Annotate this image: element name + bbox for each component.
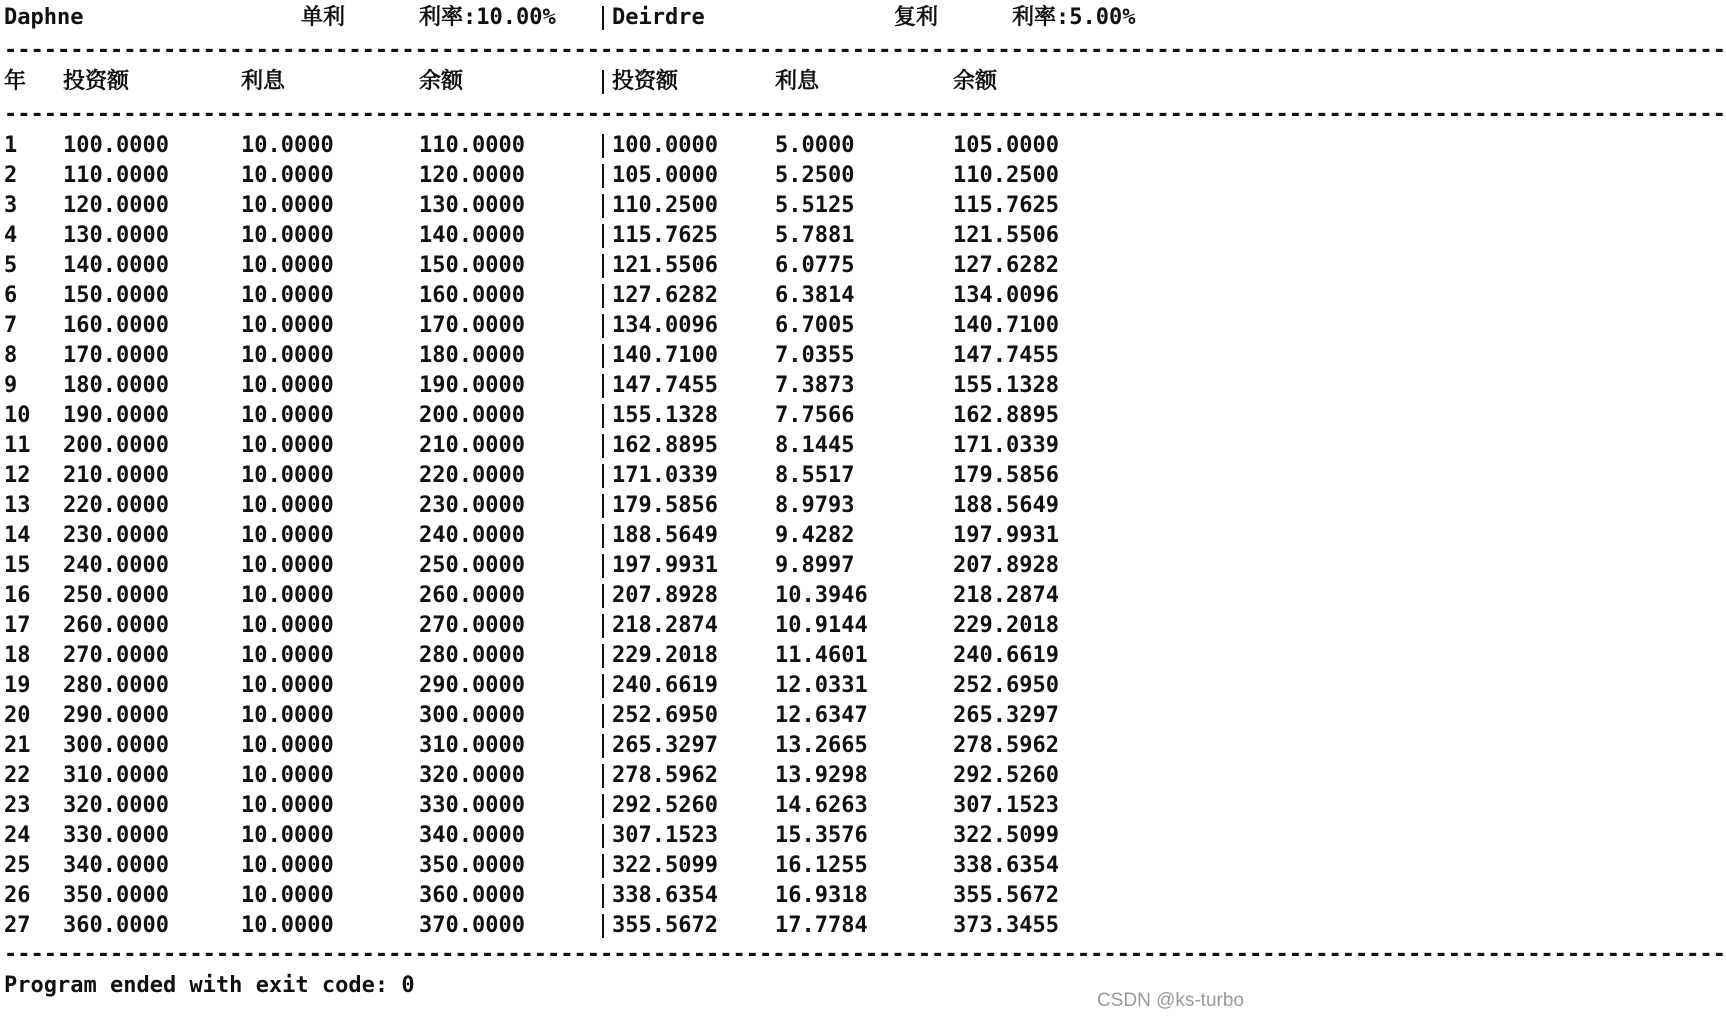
watermark-text: CSDN @ks-turbo xyxy=(1096,990,1244,1011)
cell-right-invest: 134.0096 xyxy=(612,313,718,338)
cell-right-interest: 5.2500 xyxy=(775,163,855,188)
column-divider xyxy=(602,284,604,308)
right-interest-rate: 利率:5.00% xyxy=(1012,5,1136,30)
cell-right-invest: 155.1328 xyxy=(612,403,718,428)
column-divider xyxy=(602,164,604,188)
column-divider xyxy=(602,554,604,578)
cell-left-invest: 360.0000 xyxy=(63,913,169,938)
cell-right-invest: 278.5962 xyxy=(612,763,718,788)
cell-left-balance: 190.0000 xyxy=(419,373,525,398)
cell-right-invest: 140.7100 xyxy=(612,343,718,368)
cell-left-balance: 200.0000 xyxy=(419,403,525,428)
cell-right-interest: 14.6263 xyxy=(775,793,868,818)
cell-right-interest: 13.9298 xyxy=(775,763,868,788)
cell-right-interest: 16.1255 xyxy=(775,853,868,878)
cell-left-invest: 140.0000 xyxy=(63,253,169,278)
cell-left-invest: 230.0000 xyxy=(63,523,169,548)
column-left-invest: 投资额 xyxy=(63,69,130,94)
column-divider xyxy=(602,404,604,428)
cell-right-interest: 8.5517 xyxy=(775,463,855,488)
cell-right-balance: 278.5962 xyxy=(953,733,1059,758)
cell-left-invest: 210.0000 xyxy=(63,463,169,488)
cell-right-balance: 252.6950 xyxy=(953,673,1059,698)
cell-right-invest: 121.5506 xyxy=(612,253,718,278)
cell-year: 11 xyxy=(4,433,31,458)
column-divider xyxy=(602,6,604,30)
cell-right-interest: 10.9144 xyxy=(775,613,868,638)
cell-left-balance: 270.0000 xyxy=(419,613,525,638)
cell-right-balance: 197.9931 xyxy=(953,523,1059,548)
separator-line: ---------------------------------------------------------------------------------------------------------------------------------- xyxy=(4,102,1726,127)
cell-left-interest: 10.0000 xyxy=(241,643,334,668)
cell-left-balance: 320.0000 xyxy=(419,763,525,788)
cell-right-invest: 218.2874 xyxy=(612,613,718,638)
cell-left-interest: 10.0000 xyxy=(241,583,334,608)
cell-left-balance: 370.0000 xyxy=(419,913,525,938)
cell-year: 5 xyxy=(4,253,18,278)
cell-left-balance: 170.0000 xyxy=(419,313,525,338)
cell-left-invest: 280.0000 xyxy=(63,673,169,698)
cell-right-interest: 17.7784 xyxy=(775,913,868,938)
cell-left-invest: 310.0000 xyxy=(63,763,169,788)
cell-right-balance: 218.2874 xyxy=(953,583,1059,608)
cell-year: 26 xyxy=(4,883,31,908)
cell-year: 8 xyxy=(4,343,18,368)
cell-right-invest: 171.0339 xyxy=(612,463,718,488)
column-right-invest: 投资额 xyxy=(612,69,679,94)
cell-year: 2 xyxy=(4,163,18,188)
cell-year: 4 xyxy=(4,223,18,248)
cell-right-balance: 338.6354 xyxy=(953,853,1059,878)
cell-year: 21 xyxy=(4,733,31,758)
column-divider xyxy=(602,434,604,458)
cell-right-balance: 240.6619 xyxy=(953,643,1059,668)
cell-left-interest: 10.0000 xyxy=(241,343,334,368)
cell-left-interest: 10.0000 xyxy=(241,163,334,188)
cell-year: 1 xyxy=(4,133,18,158)
column-divider xyxy=(602,134,604,158)
cell-left-interest: 10.0000 xyxy=(241,763,334,788)
column-divider xyxy=(602,644,604,668)
cell-right-interest: 11.4601 xyxy=(775,643,868,668)
cell-right-balance: 292.5260 xyxy=(953,763,1059,788)
cell-left-invest: 290.0000 xyxy=(63,703,169,728)
column-divider xyxy=(602,854,604,878)
cell-left-balance: 280.0000 xyxy=(419,643,525,668)
cell-right-interest: 12.0331 xyxy=(775,673,868,698)
cell-left-balance: 160.0000 xyxy=(419,283,525,308)
cell-left-invest: 120.0000 xyxy=(63,193,169,218)
cell-right-invest: 355.5672 xyxy=(612,913,718,938)
cell-left-balance: 290.0000 xyxy=(419,673,525,698)
cell-right-invest: 338.6354 xyxy=(612,883,718,908)
cell-right-invest: 207.8928 xyxy=(612,583,718,608)
cell-left-balance: 240.0000 xyxy=(419,523,525,548)
cell-left-balance: 230.0000 xyxy=(419,493,525,518)
cell-year: 23 xyxy=(4,793,31,818)
cell-left-invest: 130.0000 xyxy=(63,223,169,248)
cell-left-interest: 10.0000 xyxy=(241,463,334,488)
cell-left-interest: 10.0000 xyxy=(241,283,334,308)
column-divider xyxy=(602,494,604,518)
separator-line: ---------------------------------------------------------------------------------------------------------------------------------- xyxy=(4,38,1726,63)
cell-left-invest: 300.0000 xyxy=(63,733,169,758)
cell-left-interest: 10.0000 xyxy=(241,553,334,578)
cell-right-invest: 229.2018 xyxy=(612,643,718,668)
cell-right-invest: 252.6950 xyxy=(612,703,718,728)
cell-left-interest: 10.0000 xyxy=(241,523,334,548)
cell-left-balance: 140.0000 xyxy=(419,223,525,248)
column-divider xyxy=(602,674,604,698)
cell-left-interest: 10.0000 xyxy=(241,673,334,698)
cell-left-balance: 220.0000 xyxy=(419,463,525,488)
cell-right-balance: 110.2500 xyxy=(953,163,1059,188)
cell-right-balance: 147.7455 xyxy=(953,343,1059,368)
cell-left-balance: 180.0000 xyxy=(419,343,525,368)
cell-left-interest: 10.0000 xyxy=(241,913,334,938)
column-divider xyxy=(602,614,604,638)
cell-year: 25 xyxy=(4,853,31,878)
cell-right-invest: 307.1523 xyxy=(612,823,718,848)
cell-left-invest: 150.0000 xyxy=(63,283,169,308)
cell-left-balance: 120.0000 xyxy=(419,163,525,188)
column-divider xyxy=(602,734,604,758)
cell-right-invest: 179.5856 xyxy=(612,493,718,518)
cell-left-interest: 10.0000 xyxy=(241,313,334,338)
right-interest-mode: 复利 xyxy=(894,5,939,30)
cell-right-interest: 6.0775 xyxy=(775,253,855,278)
cell-left-interest: 10.0000 xyxy=(241,193,334,218)
cell-left-invest: 270.0000 xyxy=(63,643,169,668)
cell-right-invest: 105.0000 xyxy=(612,163,718,188)
cell-right-balance: 229.2018 xyxy=(953,613,1059,638)
cell-right-balance: 355.5672 xyxy=(953,883,1059,908)
cell-right-interest: 6.3814 xyxy=(775,283,855,308)
cell-left-balance: 330.0000 xyxy=(419,793,525,818)
cell-right-invest: 240.6619 xyxy=(612,673,718,698)
cell-right-balance: 134.0096 xyxy=(953,283,1059,308)
cell-right-interest: 13.2665 xyxy=(775,733,868,758)
column-divider xyxy=(602,374,604,398)
column-left-interest: 利息 xyxy=(241,69,286,94)
cell-right-invest: 188.5649 xyxy=(612,523,718,548)
cell-right-balance: 188.5649 xyxy=(953,493,1059,518)
cell-right-invest: 100.0000 xyxy=(612,133,718,158)
cell-left-invest: 160.0000 xyxy=(63,313,169,338)
cell-left-invest: 350.0000 xyxy=(63,883,169,908)
column-right-balance: 余额 xyxy=(953,69,998,94)
cell-year: 14 xyxy=(4,523,31,548)
right-account-name: Deirdre xyxy=(612,5,705,30)
column-divider xyxy=(602,524,604,548)
cell-right-balance: 307.1523 xyxy=(953,793,1059,818)
cell-left-interest: 10.0000 xyxy=(241,133,334,158)
cell-left-invest: 170.0000 xyxy=(63,343,169,368)
cell-left-invest: 260.0000 xyxy=(63,613,169,638)
cell-left-invest: 100.0000 xyxy=(63,133,169,158)
cell-left-interest: 10.0000 xyxy=(241,883,334,908)
cell-left-interest: 10.0000 xyxy=(241,793,334,818)
cell-left-interest: 10.0000 xyxy=(241,613,334,638)
column-divider xyxy=(602,764,604,788)
cell-right-interest: 5.7881 xyxy=(775,223,855,248)
cell-left-balance: 300.0000 xyxy=(419,703,525,728)
cell-right-invest: 147.7455 xyxy=(612,373,718,398)
cell-right-invest: 115.7625 xyxy=(612,223,718,248)
cell-left-balance: 350.0000 xyxy=(419,853,525,878)
cell-year: 12 xyxy=(4,463,31,488)
cell-right-balance: 265.3297 xyxy=(953,703,1059,728)
cell-right-balance: 115.7625 xyxy=(953,193,1059,218)
cell-right-balance: 140.7100 xyxy=(953,313,1059,338)
cell-year: 27 xyxy=(4,913,31,938)
cell-left-invest: 320.0000 xyxy=(63,793,169,818)
cell-year: 20 xyxy=(4,703,31,728)
cell-left-balance: 360.0000 xyxy=(419,883,525,908)
cell-right-balance: 179.5856 xyxy=(953,463,1059,488)
column-divider xyxy=(602,224,604,248)
cell-year: 6 xyxy=(4,283,18,308)
column-year: 年 xyxy=(4,69,27,94)
cell-left-interest: 10.0000 xyxy=(241,823,334,848)
cell-right-invest: 322.5099 xyxy=(612,853,718,878)
cell-right-balance: 373.3455 xyxy=(953,913,1059,938)
cell-right-interest: 7.0355 xyxy=(775,343,855,368)
cell-right-balance: 207.8928 xyxy=(953,553,1059,578)
cell-year: 24 xyxy=(4,823,31,848)
cell-right-invest: 197.9931 xyxy=(612,553,718,578)
cell-year: 22 xyxy=(4,763,31,788)
cell-year: 15 xyxy=(4,553,31,578)
cell-right-balance: 171.0339 xyxy=(953,433,1059,458)
cell-left-interest: 10.0000 xyxy=(241,853,334,878)
cell-right-balance: 127.6282 xyxy=(953,253,1059,278)
cell-year: 16 xyxy=(4,583,31,608)
cell-right-balance: 162.8895 xyxy=(953,403,1059,428)
column-divider xyxy=(602,314,604,338)
cell-left-interest: 10.0000 xyxy=(241,253,334,278)
cell-left-invest: 240.0000 xyxy=(63,553,169,578)
cell-right-interest: 12.6347 xyxy=(775,703,868,728)
cell-right-invest: 292.5260 xyxy=(612,793,718,818)
cell-right-balance: 322.5099 xyxy=(953,823,1059,848)
column-divider xyxy=(602,884,604,908)
cell-left-balance: 210.0000 xyxy=(419,433,525,458)
cell-right-balance: 105.0000 xyxy=(953,133,1059,158)
cell-right-interest: 8.1445 xyxy=(775,433,855,458)
left-interest-rate: 利率:10.00% xyxy=(419,5,556,30)
column-divider xyxy=(602,824,604,848)
cell-left-balance: 260.0000 xyxy=(419,583,525,608)
cell-right-balance: 155.1328 xyxy=(953,373,1059,398)
cell-left-interest: 10.0000 xyxy=(241,433,334,458)
cell-left-balance: 310.0000 xyxy=(419,733,525,758)
left-interest-mode: 单利 xyxy=(301,5,346,30)
column-right-interest: 利息 xyxy=(775,69,820,94)
cell-year: 18 xyxy=(4,643,31,668)
cell-left-interest: 10.0000 xyxy=(241,493,334,518)
cell-left-balance: 130.0000 xyxy=(419,193,525,218)
cell-left-invest: 330.0000 xyxy=(63,823,169,848)
cell-right-invest: 110.2500 xyxy=(612,193,718,218)
column-divider xyxy=(602,70,604,94)
cell-year: 7 xyxy=(4,313,18,338)
column-divider xyxy=(602,344,604,368)
cell-right-invest: 127.6282 xyxy=(612,283,718,308)
column-divider xyxy=(602,194,604,218)
cell-right-interest: 16.9318 xyxy=(775,883,868,908)
column-left-balance: 余额 xyxy=(419,69,464,94)
cell-right-interest: 10.3946 xyxy=(775,583,868,608)
cell-year: 3 xyxy=(4,193,18,218)
separator-line: ---------------------------------------------------------------------------------------------------------------------------------- xyxy=(4,942,1726,967)
cell-left-invest: 340.0000 xyxy=(63,853,169,878)
column-divider xyxy=(602,704,604,728)
cell-year: 13 xyxy=(4,493,31,518)
cell-left-interest: 10.0000 xyxy=(241,373,334,398)
cell-left-balance: 250.0000 xyxy=(419,553,525,578)
exit-message: Program ended with exit code: 0 xyxy=(4,973,415,998)
cell-year: 19 xyxy=(4,673,31,698)
column-divider xyxy=(602,914,604,938)
cell-left-interest: 10.0000 xyxy=(241,733,334,758)
cell-year: 17 xyxy=(4,613,31,638)
cell-left-interest: 10.0000 xyxy=(241,403,334,428)
column-divider xyxy=(602,584,604,608)
cell-left-interest: 10.0000 xyxy=(241,223,334,248)
cell-right-interest: 7.7566 xyxy=(775,403,855,428)
left-account-name: Daphne xyxy=(4,5,84,30)
cell-left-balance: 110.0000 xyxy=(419,133,525,158)
cell-left-invest: 200.0000 xyxy=(63,433,169,458)
cell-left-invest: 220.0000 xyxy=(63,493,169,518)
column-divider xyxy=(602,254,604,278)
cell-right-interest: 5.5125 xyxy=(775,193,855,218)
cell-left-balance: 150.0000 xyxy=(419,253,525,278)
cell-right-interest: 9.8997 xyxy=(775,553,855,578)
cell-left-invest: 180.0000 xyxy=(63,373,169,398)
cell-right-interest: 7.3873 xyxy=(775,373,855,398)
cell-right-interest: 5.0000 xyxy=(775,133,855,158)
cell-right-interest: 8.9793 xyxy=(775,493,855,518)
cell-year: 9 xyxy=(4,373,18,398)
cell-year: 10 xyxy=(4,403,31,428)
cell-left-invest: 250.0000 xyxy=(63,583,169,608)
cell-right-interest: 9.4282 xyxy=(775,523,855,548)
cell-left-invest: 190.0000 xyxy=(63,403,169,428)
cell-left-interest: 10.0000 xyxy=(241,703,334,728)
cell-left-balance: 340.0000 xyxy=(419,823,525,848)
column-divider xyxy=(602,464,604,488)
cell-right-balance: 121.5506 xyxy=(953,223,1059,248)
cell-left-invest: 110.0000 xyxy=(63,163,169,188)
cell-right-invest: 162.8895 xyxy=(612,433,718,458)
column-divider xyxy=(602,794,604,818)
cell-right-interest: 15.3576 xyxy=(775,823,868,848)
cell-right-invest: 265.3297 xyxy=(612,733,718,758)
cell-right-interest: 6.7005 xyxy=(775,313,855,338)
